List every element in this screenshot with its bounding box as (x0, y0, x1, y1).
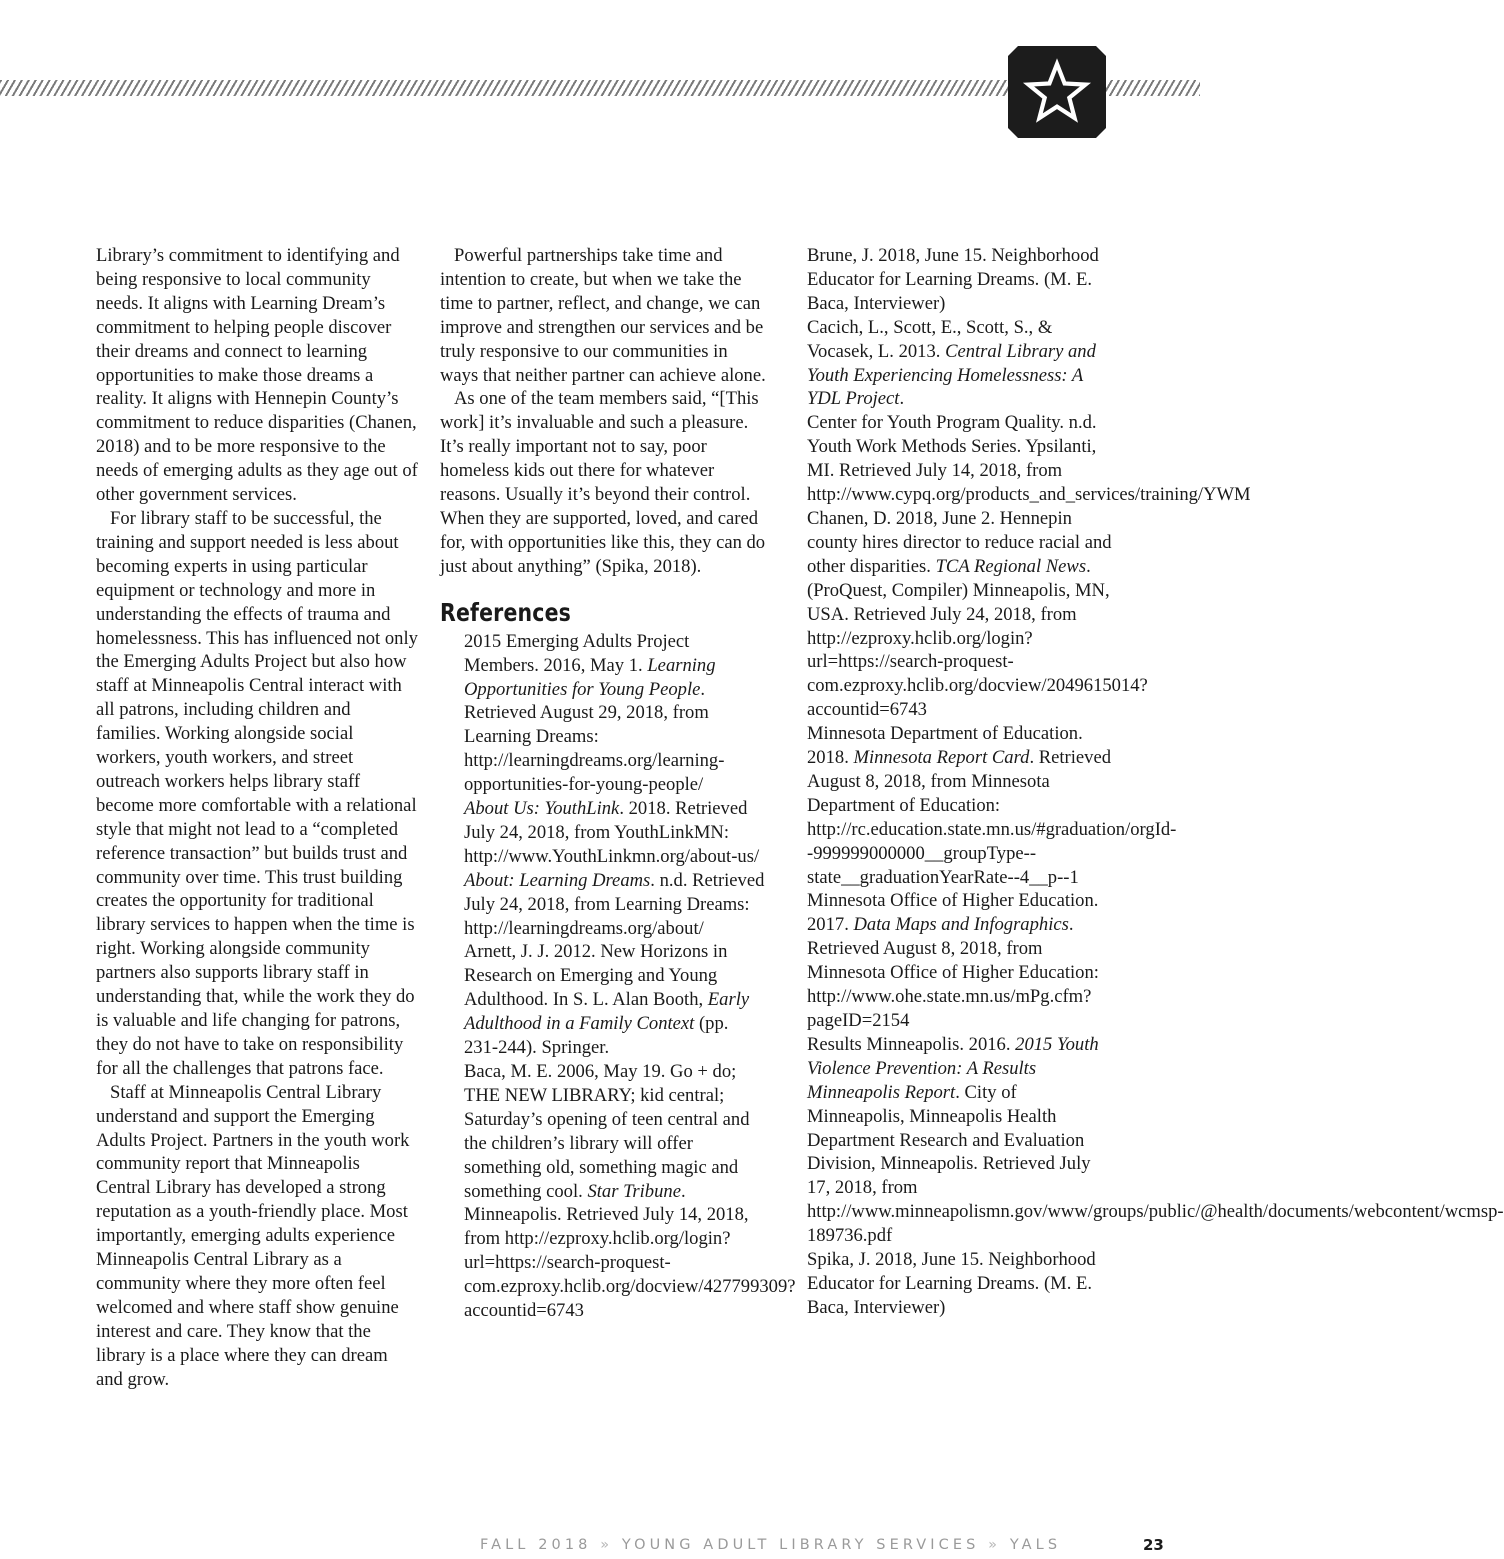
reference-entry (440, 630, 766, 797)
reference-text: Baca, M. E. 2006, May 19. Go + do; THE NEW LIBRARY; kid central; Saturday’s opening of teen central and the children’s library will offer something old, something magic and something cool. (464, 1061, 750, 1202)
reference-text: . 2018. Retrieved July 24, 2018, from YouthLinkMN: http://www.YouthLinkmn.org/about-us/ (464, 798, 760, 867)
reference-entry (783, 507, 1148, 722)
reference-text: Results Minneapolis. 2016. (807, 1033, 1016, 1055)
header-hatch-bar (0, 80, 1012, 96)
reference-text: . (ProQuest, Compiler) Minneapolis, MN, USA. Retrieved July 24, 2018, from http://ezproxy.hclib.org/login?url=https://search-proquest-com.ezproxy.hclib.org/docview/2049615014?accountid=6743 (807, 555, 1148, 721)
article-column-2 (440, 244, 796, 1323)
references-heading: References (440, 597, 572, 627)
reference-text: . n.d. Retrieved July 24, 2018, from Learning Dreams: http://learningdreams.org/about/ (464, 869, 765, 939)
running-footer (480, 1535, 1106, 1555)
reference-text: Center for Youth Program Quality. n.d. Youth Work Methods Series. Ypsilanti, MI. Retrieved July 14, 2018, from http://www.cypq.org/products_and_services/training/YWM (807, 412, 1251, 506)
body-paragraph: Powerful partnerships take time and intention to create, but when we take the time to partner, reflect, and change, we can improve and strengthen our services and be truly responsive to our communities in ways that neither partner can achieve alone. (440, 245, 766, 386)
reference-entry (783, 1248, 1113, 1320)
reference-title: Minnesota Report Card (853, 747, 1030, 769)
reference-entry (783, 316, 1113, 412)
reference-text: . Retrieved August 29, 2018, from Learning Dreams: http://learningdreams.org/learning-opportunities-for-young-people/ (464, 678, 725, 796)
body-paragraph: Library’s commitment to identifying and being responsive to local community needs. It aligns with Learning Dream’s commitment to helping people discover their dreams and connect to learning opportunities to make those dreams a reality. It aligns with Hennepin County’s commitment to reduce disparities (Chanen, 2018) and to be more responsive to the needs of emerging adults as they age out of other government services. (96, 245, 418, 506)
body-paragraph: Staff at Minneapolis Central Library understand and support the Emerging Adults Project. Partners in the youth work community report that Minneapolis Central Library has developed a strong reputation as a youth-friendly place. Most importantly, emerging adults experience Minneapolis Central Library as a community where they more often feel welcomed and where staff show genuine interest and care. They know that the library is a place where they can dream and grow. (96, 1081, 410, 1390)
footer-publication: YOUNG ADULT LIBRARY SERVICES (621, 1537, 980, 1553)
footer-short-title: YALS (1009, 1537, 1062, 1553)
reference-text: 2015 Emerging Adults Project Members. 2016, May 1. (464, 630, 690, 676)
reference-title: Data Maps and Infographics (853, 914, 1069, 936)
reference-text: (pp. 231-244). Springer. (464, 1013, 729, 1059)
article-column-3 (783, 244, 1504, 1320)
reference-text: . Retrieved August 8, 2018, from Minnesota Office of Higher Education: http://www.ohe.state.mn.us/mPg.cfm?pageID=2154 (807, 914, 1099, 1031)
body-paragraph: As one of the team members said, “[This work] it’s invaluable and such a pleasure. It’s really important not to say, poor homeless kids out there for whatever reasons. Usually it’s beyond their control. When they are supported, loved, and cared for, with opportunities like this, they can do just about anything” (Spika, 2018). (440, 388, 766, 577)
reference-entry (783, 411, 1251, 507)
reference-title: Star Tribune (587, 1180, 681, 1202)
header-hatch-bar-right (1104, 80, 1200, 96)
reference-entry (440, 1060, 796, 1323)
footer-separator: » (600, 1537, 614, 1553)
reference-text: . Minneapolis. Retrieved July 14, 2018, from http://ezproxy.hclib.org/login?url=https://search-proquest-com.ezproxy.hclib.org/docview/427799309?accountid=6743 (464, 1180, 796, 1322)
reference-entry (440, 869, 766, 941)
body-paragraph: For library staff to be successful, the training and support needed is less about becoming experts in using particular equipment or technology and more in understanding the effects of trauma and homelessness. This has influenced not only the Emerging Adults Project but also how staff at Minneapolis Central interact with all patrons, including children and families. Working alongside social workers, youth workers, and street outreach workers helps library staff become more comfortable with a relational style that might not lead to a “completed reference transaction” but builds trust and community over time. This trust building creates the opportunity for traditional library services to happen when the time is right. Working alongside community partners also supports library staff in understanding that, while the work they do is valuable and life changing for patrons, they do not have to take on responsibility for all the challenges that patrons face. (96, 507, 418, 1079)
reference-text: Cacich, L., Scott, E., Scott, S., & Vocasek, L. 2013. (807, 316, 1053, 362)
reference-text: Spika, J. 2018, June 15. Neighborhood Educator for Learning Dreams. (M. E. Baca, Interviewer) (807, 1249, 1096, 1318)
reference-title: Central Library and Youth Experiencing Homelessness: A YDL Project (807, 340, 1096, 410)
footer-season: FALL 2018 (480, 1537, 592, 1553)
reference-entry (783, 722, 1177, 889)
reference-title: About: Learning Dreams (464, 869, 651, 891)
article-column-1 (96, 244, 418, 1392)
reference-title: 2015 Youth Violence Prevention: A Results Minneapolis Report (807, 1033, 1099, 1103)
reference-text: Brune, J. 2018, June 15. Neighborhood Educator for Learning Dreams. (M. E. Baca, Interviewer) (807, 245, 1099, 314)
reference-title: Early Adulthood in a Family Context (464, 989, 750, 1035)
reference-text: . City of Minneapolis, Minneapolis Health Department Research and Evaluation Division, Minneapolis. Retrieved July 17, 2018, from http://www.minneapolismn.gov/www/groups/public/@health/documents/webcontent/wcmsp-189736.pdf (807, 1081, 1504, 1247)
footer-separator: » (988, 1537, 1002, 1553)
reference-text: Chanen, D. 2018, June 2. Hennepin county hires director to reduce racial and other disparities. (807, 507, 1112, 577)
references-list-part-2 (783, 244, 1504, 1320)
section-badge (1008, 46, 1106, 138)
reference-text: Minnesota Office of Higher Education. 2017. (807, 890, 1099, 936)
page-number: 23 (1143, 1536, 1164, 1554)
reference-entry (440, 797, 766, 869)
reference-entry (440, 940, 766, 1060)
reference-text: . Retrieved August 8, 2018, from Minnesota Department of Education: http://rc.education.state.mn.us/#graduation/orgId--999999000000__groupType--state__graduationYearRate--4__p--1 (807, 747, 1177, 888)
references-list-part-1 (440, 630, 796, 1323)
reference-text: . (899, 388, 905, 410)
reference-title: Learning Opportunities for Young People (464, 654, 716, 700)
reference-entry (783, 244, 1113, 316)
reference-entry (783, 889, 1113, 1032)
reference-text: Arnett, J. J. 2012. New Horizons in Research on Emerging and Young Adulthood. In S. L. Alan Booth, (464, 941, 728, 1011)
star-icon (1024, 59, 1090, 125)
reference-title: About Us: YouthLink (464, 798, 620, 820)
reference-entry (783, 1033, 1504, 1248)
reference-text: Minnesota Department of Education. 2018. (807, 723, 1083, 769)
reference-title: TCA Regional News (935, 555, 1087, 577)
